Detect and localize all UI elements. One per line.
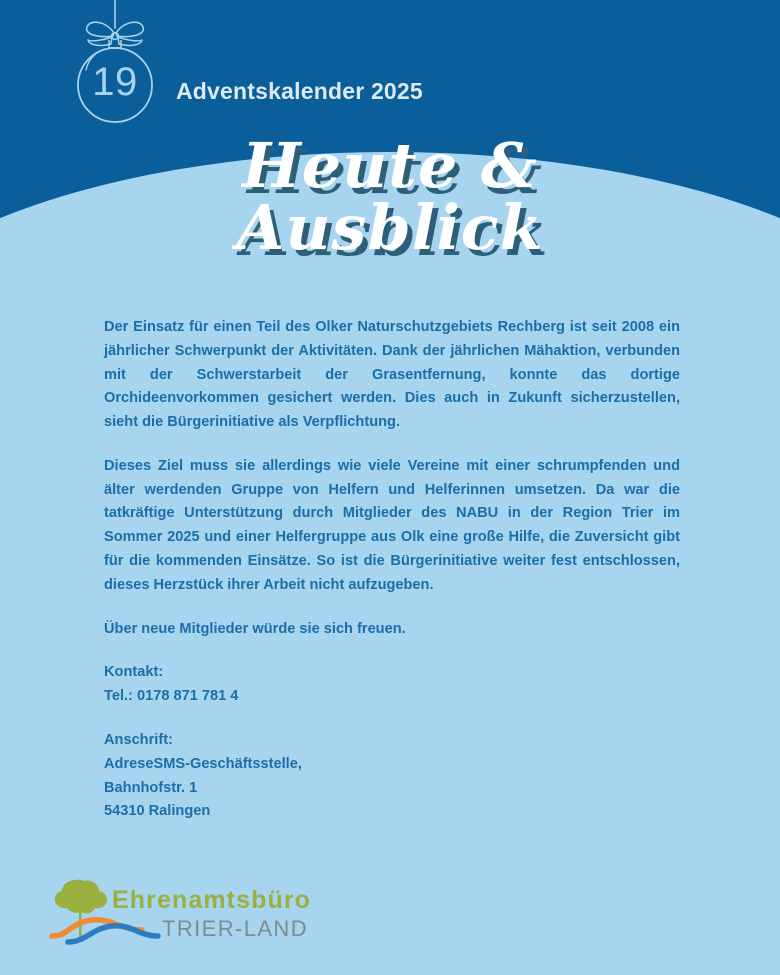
- body-paragraph-1: Der Einsatz für einen Teil des Olker Naturschutzgebiets Rechberg ist seit 2008 ein jährlicher Schwerpunkt der Aktivitäten. Dank der jährlichen Mähaktion, verbunden mit der Schwerstarbeit der Grasentfernung, konnte das dortige Orchideenvorkommen gesichert werden. Dies auch in Zukunft sicherzustellen, sieht die Bürgerinitiative als Verpflichtung.: [104, 319, 680, 431]
- page-title: [0, 129, 780, 264]
- body-paragraph-2: Dieses Ziel muss sie allerdings wie viele Vereine mit einer schrumpfenden und älter werdenden Gruppe von Helfern und Helferinnen umsetzen. Da war die tatkräftige Unterstützung durch Mitglieder des NABU in der Region Trier im Sommer 2025 und einer Helfergruppe aus Olk eine große Hilfe, die Zuversicht gibt für die kommenden Einsätze. So ist die Bürgerinitiative weiter fest entschlossen, dieses Herzstück ihrer Arbeit nicht aufzugeben.: [104, 457, 680, 593]
- article-body: [104, 316, 680, 844]
- contact-block: [104, 661, 680, 709]
- christmas-ornament-icon: [62, 0, 168, 140]
- contact-label: Kontakt:: [104, 664, 164, 681]
- logo-name-secondary: TRIER-LAND: [162, 916, 309, 941]
- page-title-line-1: Heute &: [242, 129, 538, 202]
- ornament-day-number: 19: [92, 60, 138, 104]
- address-line-3: 54310 Ralingen: [104, 803, 211, 820]
- page-title-line-2: Ausblick: [236, 190, 544, 264]
- contact-phone: Tel.: 0178 871 781 4: [104, 688, 239, 705]
- ehrenamtsbuero-logo: [46, 872, 346, 948]
- body-paragraph-3: Über neue Mitglieder würde sie sich freuen.: [104, 620, 406, 637]
- address-line-1: AdreseSMS-Geschäftsstelle,: [104, 755, 302, 772]
- calendar-kicker-title: Adventskalender 2025: [176, 78, 423, 104]
- address-block: [104, 729, 680, 824]
- address-line-2: Bahnhofstr. 1: [104, 779, 198, 796]
- logo-name-primary: Ehrenamtsbüro: [112, 886, 312, 914]
- address-label: Anschrift:: [104, 731, 173, 748]
